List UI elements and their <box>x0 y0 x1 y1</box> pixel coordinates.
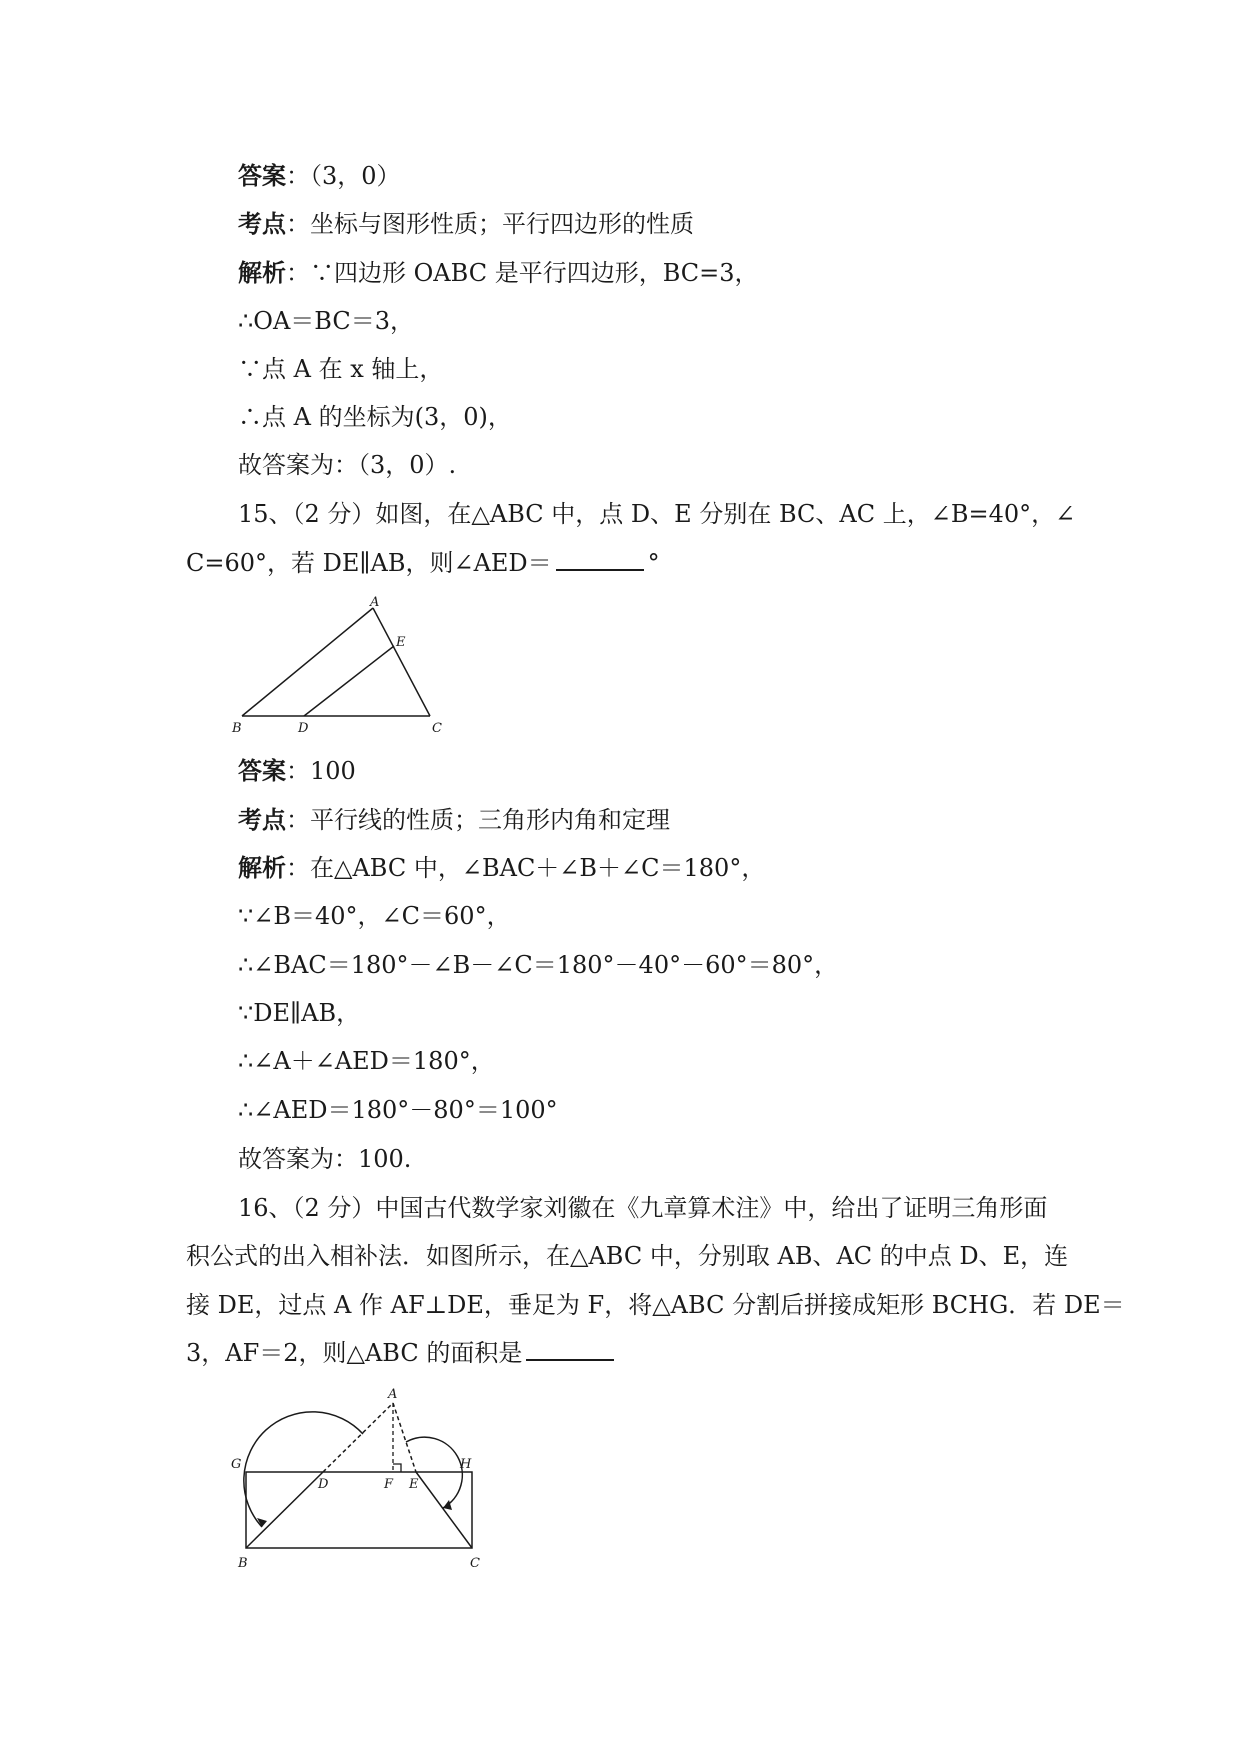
point-value: ：平行线的性质；三角形内角和定理 <box>286 806 670 834</box>
q15-analysis-line: 故答案为：100. <box>238 1145 412 1173</box>
analysis-label: 解析 <box>238 259 286 287</box>
q14-analysis-line <box>238 257 759 289</box>
segment-ab <box>242 608 373 716</box>
right-angle-mark <box>393 1464 401 1472</box>
q15-triangle-figure <box>230 596 450 736</box>
q14-analysis-line: ∴OA＝BC＝3， <box>238 307 414 335</box>
segment-ec <box>416 1472 472 1548</box>
vertex-label-a: A <box>370 596 380 610</box>
q14-analysis-line: ∵点 A 在 x 轴上， <box>238 355 444 383</box>
q15-knowledge-point <box>238 804 670 836</box>
q15-stem-text: C=60°，若 DE∥AB，则∠AED＝ <box>186 549 552 577</box>
q15-analysis-line: ∵DE∥AB， <box>238 999 361 1027</box>
q14-analysis-line: ∴点 A 的坐标为(3，0)， <box>238 403 512 431</box>
answer-value: ：100 <box>286 757 356 785</box>
analysis-text: ：∵四边形 OABC 是平行四边形，BC=3， <box>286 259 759 287</box>
point-label-e: E <box>409 1477 419 1492</box>
segment-ac <box>373 608 430 716</box>
q16-stem-line: 16、（2 分）中国古代数学家刘徽在《九章算术注》中，给出了证明三角形面 <box>238 1194 1048 1222</box>
q14-answer <box>238 160 401 192</box>
point-label: 考点 <box>238 806 286 834</box>
q15-analysis-line: ∴∠A＋∠AED＝180°， <box>238 1047 495 1075</box>
q15-answer <box>238 755 356 787</box>
point-label: 考点 <box>238 210 286 238</box>
q14-analysis-line: 故答案为：（3，0）. <box>238 451 457 479</box>
segment-da-dashed <box>323 1403 393 1472</box>
segment-ae-dashed <box>393 1403 416 1472</box>
answer-label: 答案 <box>238 162 286 190</box>
degree-sign: ° <box>647 549 660 577</box>
vertex-label-h: H <box>460 1457 472 1472</box>
vertex-label-a: A <box>388 1387 398 1402</box>
vertex-label-b: B <box>238 1556 248 1571</box>
answer-label: 答案 <box>238 757 286 785</box>
answer-blank <box>526 1337 614 1361</box>
vertex-label-c: C <box>432 721 442 736</box>
point-value: ：坐标与图形性质；平行四边形的性质 <box>286 210 694 238</box>
answer-blank <box>556 547 644 571</box>
segment-bd <box>246 1472 323 1548</box>
q14-knowledge-point <box>238 208 694 240</box>
q16-stem-line: 积公式的出入相补法．如图所示，在△ABC 中，分别取 AB、AC 的中点 D、E，连 <box>186 1242 1069 1270</box>
analysis-text: ：在△ABC 中，∠BAC＋∠B＋∠C＝180°， <box>286 854 766 882</box>
segment-de <box>304 646 394 716</box>
point-label-f: F <box>384 1477 394 1492</box>
vertex-label-c: C <box>470 1556 480 1571</box>
q16-stem-text: 3，AF＝2，则△ABC 的面积是 <box>186 1339 523 1367</box>
answer-value: ：（3，0） <box>286 162 401 190</box>
vertex-label-g: G <box>231 1457 242 1472</box>
point-label-d: D <box>318 1477 329 1492</box>
q15-analysis-line <box>238 852 765 884</box>
point-label-e: E <box>396 635 406 650</box>
q15-stem-line: 15、（2 分）如图，在△ABC 中，点 D、E 分别在 BC、AC 上，∠B=40°，∠ <box>238 500 1076 528</box>
point-label-d: D <box>298 721 309 736</box>
q15-analysis-line: ∵∠B＝40°，∠C＝60°， <box>238 902 511 930</box>
rectangle-bchg <box>246 1472 472 1548</box>
q16-stem-line <box>186 1337 618 1369</box>
analysis-label: 解析 <box>238 854 286 882</box>
q15-stem-line <box>186 547 660 579</box>
vertex-label-b: B <box>232 721 242 736</box>
q15-analysis-line: ∴∠AED＝180°－80°＝100° <box>238 1096 558 1124</box>
q15-analysis-line: ∴∠BAC＝180°－∠B－∠C＝180°－40°－60°＝80°， <box>238 951 839 979</box>
left-rotation-arc <box>244 1412 363 1527</box>
q16-stem-line: 接 DE，过点 A 作 AF⊥DE，垂足为 F，将△ABC 分割后拼接成矩形 BCHG．若 DE＝ <box>186 1291 1125 1319</box>
q16-rectangle-figure <box>226 1384 506 1574</box>
